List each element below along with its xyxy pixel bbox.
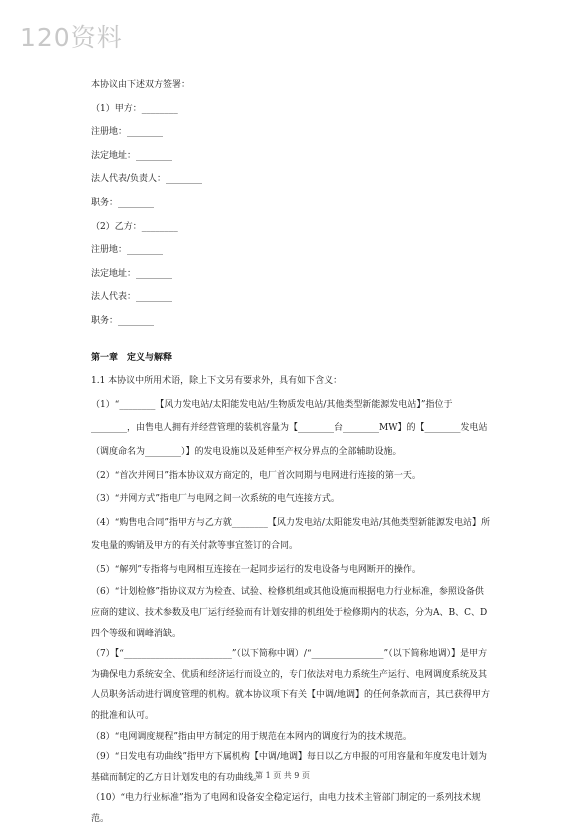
definition-item: （6）“计划检修”指协议双方为检查、试验、检修机组或其他设施而根据电力行业标准，参照设备供应商的建议、技术参数及电厂运行经验而有计划安排的机组处于检修期内的状态，分为A、B、C、D四个等级和调峰消缺。 (91, 587, 488, 639)
party-b-representative: 法人代表：________ (91, 292, 173, 303)
definition-item: （7）【“________________________”（以下简称中调）/“________________”（以下简称地调）】是甲方为确保电力系统安全、优质和经济运行而设立的，专门依法对电力系统生产运行、电网调度系统及其人员职务活动进行调度管理的机构。就本协议项下有关【中调/地调】的任何条款而言，其已获得甲方的批准和认可。 (91, 649, 491, 722)
party-a-name: （1）甲方：________ (91, 103, 178, 114)
party-b-position: 职务：________ (91, 315, 155, 326)
signing-intro: 本协议由下述双方签署： (91, 80, 191, 90)
definition-item: （2）“首次并网日”指本协议双方商定的，电厂首次同期与电网进行连接的第一天。 (91, 470, 421, 481)
definition-item: （10）“电力行业标准”指为了电网和设备安全稳定运行，由电力技术主管部门制定的一系列技术规范。 (91, 793, 481, 824)
chapter-title: 第一章 定义与解释 (91, 352, 173, 363)
party-b-registered: 注册地：________ (91, 245, 164, 256)
party-a-address: 法定地址：________ (91, 150, 173, 161)
definition-item: （9）“日发电有功曲线”指甲方下属机构【中调/地调】每日以乙方申报的可用容量和年度发电计划为基础而制定的乙方日计划发电的有功曲线。 (91, 752, 487, 783)
party-a-position: 职务：________ (91, 197, 155, 208)
clause-intro: 1.1 本协议中所用术语，除上下文另有要求外，具有如下含义： (91, 376, 343, 387)
watermark-logo: 120资料 (20, 23, 123, 52)
document-body (91, 74, 491, 830)
signing-block (91, 74, 491, 334)
definition-item: （1）“________【风力发电站/太阳能发电站/生物质发电站/其他类型新能源发电站】”指位于________，由售电人拥有并经营管理的装机容量为【________台________MW】的【________发电站（调度命名为________）】的发电设施以及延伸至产权分界点的全部辅助设施。 (91, 399, 488, 457)
definition-item: （8）“电网调度规程”指由甲方制定的用于规范在本网内的调度行为的技术规范。 (91, 731, 412, 742)
party-a-registered: 注册地：________ (91, 127, 164, 138)
party-b-address: 法定地址：________ (91, 268, 173, 279)
definition-item: （5）“解列”专指将与电网相互连接在一起同步运行的发电设备与电网断开的操作。 (91, 564, 421, 575)
page-number: 第 1 页 共 9 页 (255, 771, 310, 780)
definition-item: （3）“并网方式”指电厂与电网之间一次系统的电气连接方式。 (91, 494, 340, 505)
party-a-representative: 法人代表/负责人：________ (91, 174, 203, 185)
party-b-name: （2）乙方：________ (91, 221, 178, 232)
definition-item: （4）“购售电合同”指甲方与乙方就________【风力发电站/太阳能发电站/其他类型新能源发电站】所发电量的购销及甲方的有关付款等事宜签订的合同。 (91, 517, 490, 552)
